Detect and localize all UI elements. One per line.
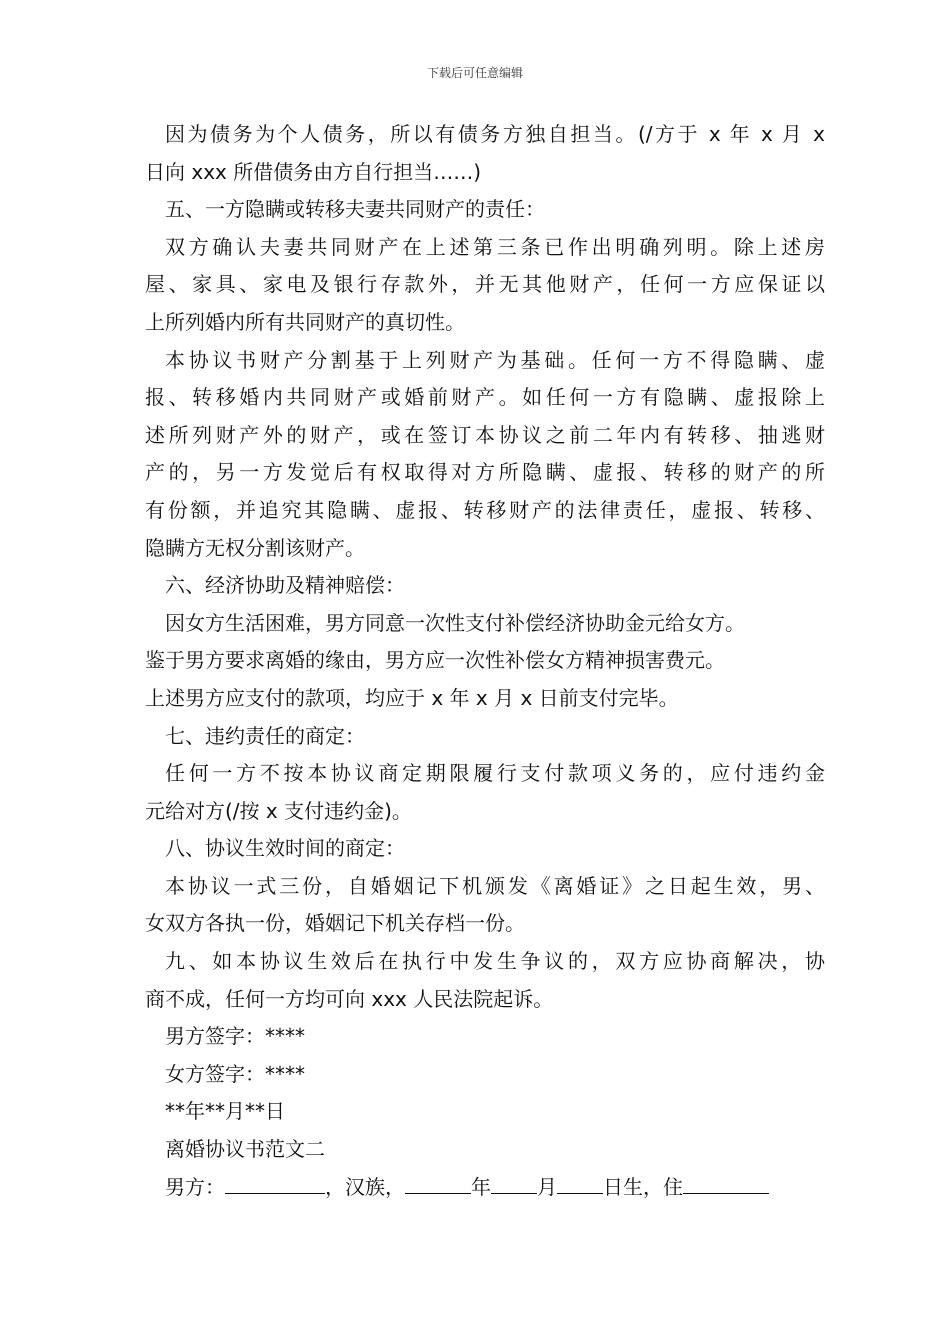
paragraph-line: 双方确认夫妻共同财产在上述第三条已作出明确列明。除上述房 bbox=[165, 234, 825, 259]
address-blank bbox=[683, 1171, 769, 1194]
ethnicity-text: ，汉族， bbox=[325, 1174, 405, 1199]
paragraph-line: 因为债务为个人债务，所以有债务方独自担当。(/方于 x 年 x 月 x bbox=[165, 122, 825, 146]
paragraph-line: 述所列财产外的财产，或在签订本协议之前二年内有转移、抽逃财 bbox=[145, 422, 825, 447]
male-label: 男方： bbox=[165, 1174, 225, 1199]
name-blank bbox=[225, 1171, 325, 1194]
paragraph-line: 报、转移婚内共同财产或婚前财产。如任何一方有隐瞒、虚报除上 bbox=[145, 385, 825, 410]
section-heading: 六、经济协助及精神赔偿： bbox=[165, 573, 405, 598]
year-blank bbox=[405, 1171, 471, 1194]
document-body bbox=[145, 116, 825, 1206]
paragraph-line: 产的，另一方发觉后有权取得对方所隐瞒、虚报、转移的财产的所 bbox=[145, 460, 825, 485]
male-party-line bbox=[145, 1169, 825, 1207]
paragraph-line: 元给对方(/按 x 支付违约金)。 bbox=[145, 798, 412, 823]
paragraph-line: 任何一方不按本协议商定期限履行支付款项义务的，应付违约金 bbox=[165, 761, 825, 786]
paragraph-line: 上所列婚内所有共同财产的真切性。 bbox=[145, 309, 465, 334]
month-label: 月 bbox=[537, 1174, 557, 1199]
paragraph-line: 女双方各执一份，婚姻记下机关存档一份。 bbox=[145, 911, 525, 936]
paragraph-line: 鉴于男方要求离婚的缘由，男方应一次性补偿女方精神损害费元。 bbox=[145, 648, 725, 673]
paragraph-line: 上述男方应支付的款项，均应于 x 年 x 月 x 日前支付完毕。 bbox=[145, 685, 679, 710]
paragraph-line: 隐瞒方无权分割该财产。 bbox=[145, 535, 365, 560]
paragraph-line: 屋、家具、家电及银行存款外，并无其他财产，任何一方应保证以 bbox=[145, 272, 825, 297]
section-heading: 五、一方隐瞒或转移夫妻共同财产的责任： bbox=[165, 197, 545, 222]
date-line: **年**月**日 bbox=[165, 1099, 285, 1124]
day-blank bbox=[557, 1171, 603, 1194]
paragraph-line: 本协议书财产分割基于上列财产为基础。任何一方不得隐瞒、虚 bbox=[165, 347, 825, 372]
birth-residence-text: 日生，住 bbox=[603, 1174, 683, 1199]
paragraph-line: 商不成，任何一方均可向 xxx 人民法院起诉。 bbox=[145, 986, 554, 1011]
male-signature-line: 男方签字：**** bbox=[165, 1024, 305, 1049]
header-note: 下载后可任意编辑 bbox=[426, 66, 523, 80]
month-blank bbox=[491, 1171, 537, 1194]
paragraph-line: 九、如本协议生效后在执行中发生争议的，双方应协商解决，协 bbox=[165, 949, 825, 974]
paragraph-line: 本协议一式三份，自婚姻记下机颁发《离婚证》之日起生效，男、 bbox=[165, 873, 825, 898]
section-heading: 八、协议生效时间的商定： bbox=[165, 836, 405, 861]
paragraph-line: 因女方生活困难，男方同意一次性支付补偿经济协助金元给女方。 bbox=[165, 610, 745, 635]
year-label: 年 bbox=[471, 1174, 491, 1199]
paragraph-line: 日向 xxx 所借债务由方自行担当……) bbox=[145, 159, 482, 184]
sample-title: 离婚协议书范文二 bbox=[165, 1137, 325, 1162]
female-signature-line: 女方签字：**** bbox=[165, 1061, 305, 1086]
section-heading: 七、违约责任的商定： bbox=[165, 723, 365, 748]
paragraph-line: 有份额，并追究其隐瞒、虚报、转移财产的法律责任，虚报、转移、 bbox=[145, 497, 825, 522]
